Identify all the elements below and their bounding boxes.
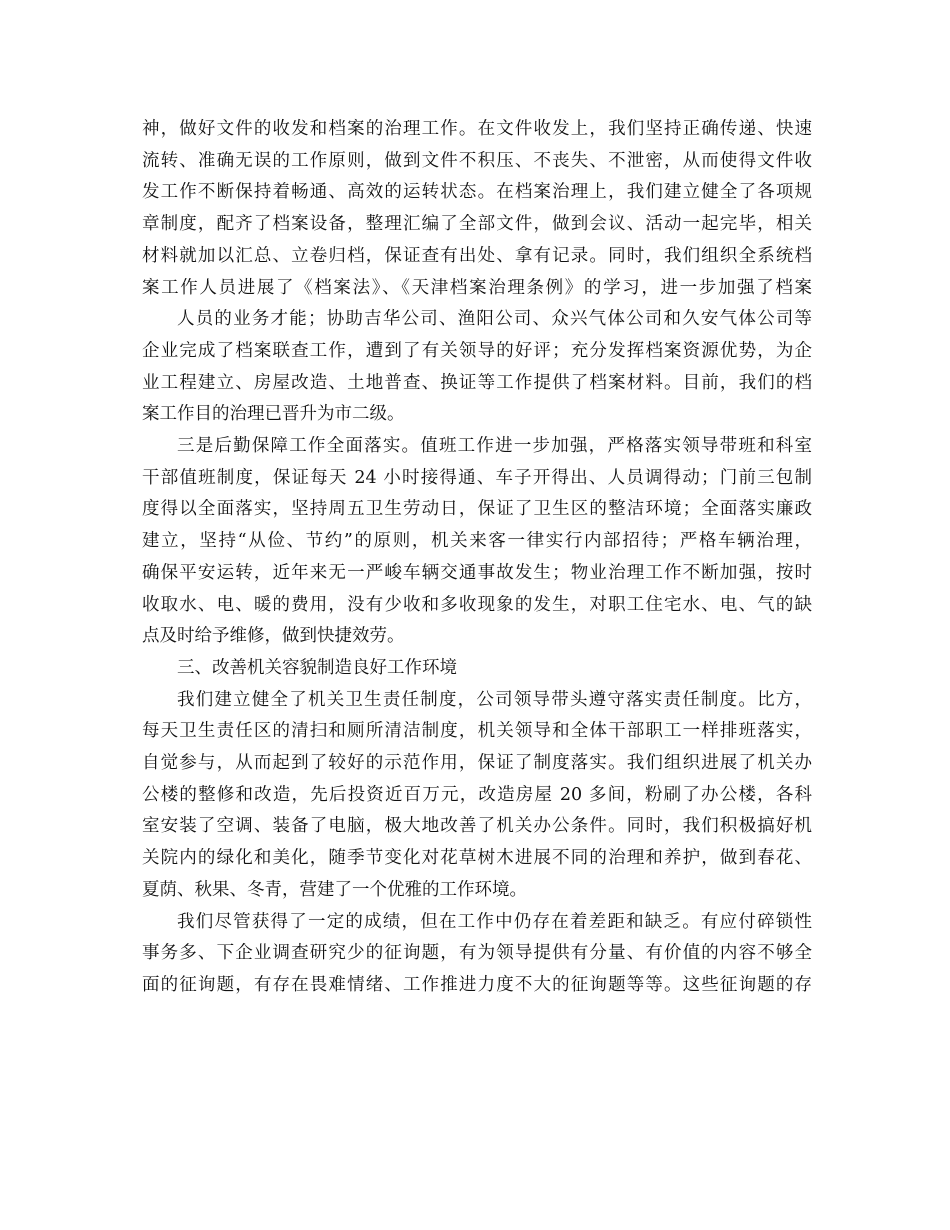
- text-line: 我们建立健全了机关卫生责任制度，公司领导带头遵守落实责任制度。比方，: [177, 689, 812, 710]
- text-line: 夏荫、秋果、冬青，营建了一个优雅的工作环境。: [142, 879, 527, 900]
- text-line: 事务多、下企业调查研究少的征询题，有为领导提供有分量、有价值的内容不够全: [142, 943, 812, 964]
- text-line: 度得以全面落实，坚持周五卫生劳动日，保证了卫生区的整洁环境；全面落实廉政: [142, 499, 812, 520]
- text-line: 确保平安运转，近年来无一严峻车辆交通事故发生；物业治理工作不断加强，按时: [142, 562, 812, 583]
- text-line: 收取水、电、暖的费用，没有少收和多收现象的发生，对职工住宅水、电、气的缺: [142, 594, 812, 615]
- heading-text: 三、改善机关容貌制造良好工作环境: [177, 657, 457, 678]
- text-line: 点及时给予维修，做到快捷效劳。: [142, 626, 405, 647]
- text-line: 神，做好文件的收发和档案的治理工作。在文件收发上，我们坚持正确传递、快速: [142, 119, 812, 139]
- paragraph-logistics: [142, 431, 812, 653]
- text-line: 流转、准确无误的工作原则，做到文件不积压、不丧失、不泄密，从而使得文件收: [142, 150, 812, 171]
- text-line: 关院内的绿化和美化，随季节变化对花草树木进展不同的治理和养护，做到春花、: [142, 848, 812, 869]
- text-line: 建立，坚持“从俭、节约”的原则，机关来客一律实行内部招待；严格车辆治理，: [142, 531, 812, 552]
- paragraph-archives-management: [142, 114, 812, 304]
- text-line: 每天卫生责任区的清扫和厕所清洁制度，机关领导和全体干部职工一样排班落实，: [142, 721, 812, 742]
- paragraph-shortcomings: [142, 907, 812, 1002]
- text-line: 自觉参与，从而起到了较好的示范作用，保证了制度落实。我们组织进展了机关办: [142, 753, 812, 774]
- section-heading: [142, 653, 812, 685]
- text-line: 案工作目的治理已晋升为市二级。: [142, 404, 405, 425]
- text-line: 发工作不断保持着畅通、高效的运转状态。在档案治理上，我们建立健全了各项规: [142, 182, 812, 203]
- paragraph-archives-staff: [142, 304, 812, 431]
- text-line: 业工程建立、房屋改造、土地普查、换证等工作提供了档案材料。目前，我们的档: [142, 372, 812, 393]
- text-line: 三是后勤保障工作全面落实。值班工作进一步加强，严格落实领导带班和科室: [177, 436, 812, 457]
- text-line: 案工作人员进展了《档案法》、《天津档案治理条例》的学习，进一步加强了档案: [142, 277, 812, 298]
- paragraph-office-environment: [142, 685, 812, 907]
- text-line: 企业完成了档案联查工作，遭到了有关领导的好评；充分发挥档案资源优势，为企: [142, 340, 812, 361]
- text-line: 面的征询题，有存在畏难情绪、工作推进力度不大的征询题等等。这些征询题的存: [142, 974, 812, 995]
- text-line: 章制度，配齐了档案设备，整理汇编了全部文件，做到会议、活动一起完毕，相关: [142, 214, 812, 235]
- text-line: 公楼的整修和改造，先后投资近百万元，改造房屋 20 多间，粉刷了办公楼，各科: [142, 784, 812, 805]
- document-body: [142, 114, 812, 1002]
- text-line: 室安装了空调、装备了电脑，极大地改善了机关办公条件。同时，我们积极搞好机: [142, 816, 812, 837]
- text-line: 人员的业务才能；协助吉华公司、渔阳公司、众兴气体公司和久安气体公司等: [177, 309, 812, 330]
- text-line: 干部值班制度，保证每天 24 小时接得通、车子开得出、人员调得动；门前三包制: [142, 467, 812, 488]
- text-line: 材料就加以汇总、立卷归档，保证查有出处、拿有记录。同时，我们组织全系统档: [142, 245, 812, 266]
- text-line: 我们尽管获得了一定的成绩，但在工作中仍存在着差距和缺乏。有应付碎锁性: [177, 911, 812, 932]
